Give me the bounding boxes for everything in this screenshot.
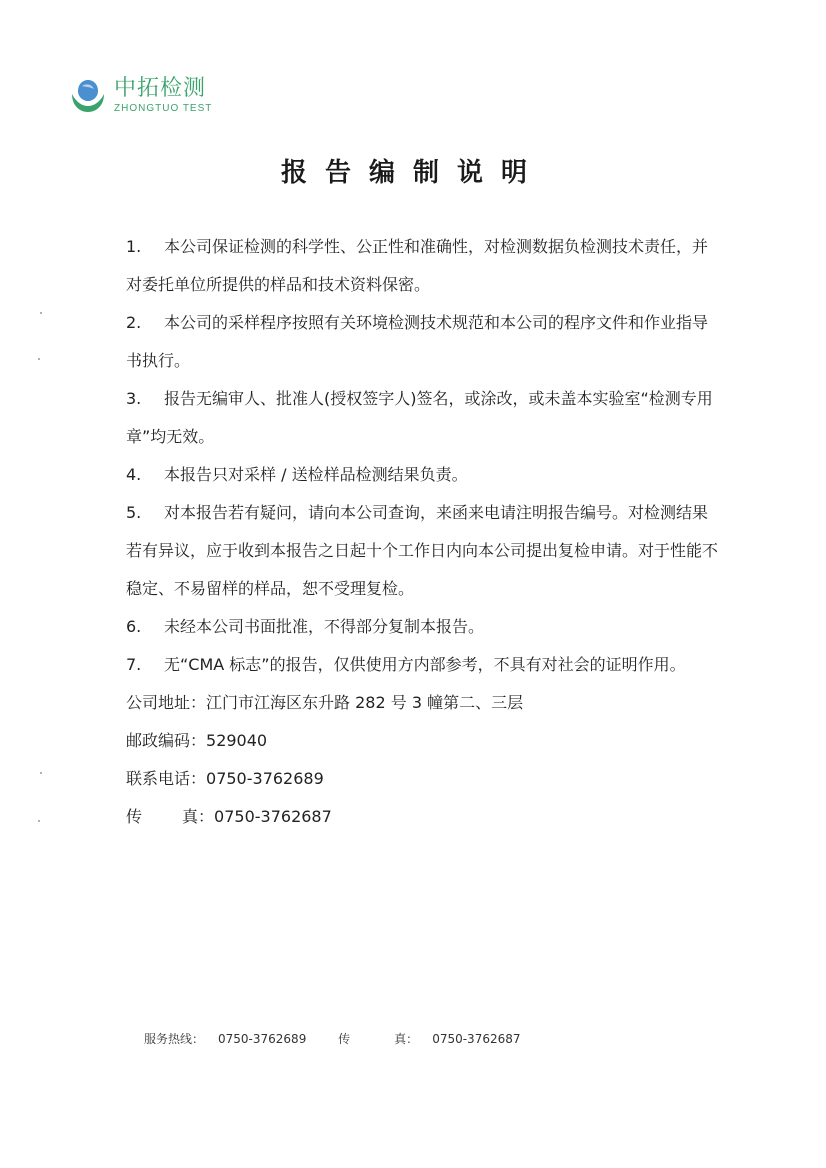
hotline-label: 服务热线： — [144, 1032, 205, 1046]
contact-phone — [126, 760, 720, 798]
footer-hotline — [144, 1032, 320, 1046]
postcode-value: 529040 — [206, 731, 268, 750]
company-address — [126, 684, 720, 722]
postal-code — [126, 722, 720, 760]
address-value: 江门市江海区东升路 282 号 3 幢第二、三层 — [206, 693, 524, 712]
note-number: 3. — [126, 389, 142, 408]
note-number: 6. — [126, 617, 142, 636]
note-text: 无“CMA 标志”的报告，仅供使用方内部参考，不具有对社会的证明作用。 — [164, 655, 686, 674]
note-number: 5. — [126, 503, 142, 522]
note-item-2 — [126, 304, 720, 380]
page-footer — [144, 1030, 549, 1047]
note-item-3 — [126, 380, 720, 456]
footer-fax-label-second: 真： — [394, 1032, 419, 1046]
phone-value: 0750-3762689 — [206, 769, 324, 788]
footer-fax-label-first: 传 — [338, 1032, 351, 1046]
note-text: 本公司保证检测的科学性、公正性和准确性，对检测数据负检测技术责任，并对委托单位所提供的样品和技术资料保密。 — [126, 237, 709, 294]
note-number: 4. — [126, 465, 142, 484]
hotline-value: 0750-3762689 — [218, 1032, 307, 1046]
zhongtuo-logo-icon — [68, 76, 108, 116]
note-text: 本报告只对采样 / 送检样品检测结果负责。 — [164, 465, 468, 484]
footer-fax-value: 0750-3762687 — [432, 1032, 521, 1046]
company-logo — [68, 76, 212, 116]
note-number: 2. — [126, 313, 142, 332]
note-text: 报告无编审人、批准人(授权签字人)签名，或涂改，或未盖本实验室“检测专用章”均无效。 — [126, 389, 713, 446]
note-item-1 — [126, 228, 720, 304]
phone-label: 联系电话： — [126, 769, 207, 788]
note-number: 1. — [126, 237, 142, 256]
fax-label-first: 传 — [126, 807, 143, 826]
fax-number — [126, 798, 720, 836]
fax-value: 0750-3762687 — [214, 807, 332, 826]
postcode-label: 邮政编码： — [126, 731, 207, 750]
note-item-7 — [126, 646, 720, 684]
note-text: 本公司的采样程序按照有关环境检测技术规范和本公司的程序文件和作业指导书执行。 — [126, 313, 709, 370]
fax-label-second: 真： — [182, 807, 215, 826]
note-item-4 — [126, 456, 720, 494]
note-text: 对本报告若有疑问，请向本公司查询，来函来电请注明报告编号。对检测结果若有异议，应于收到本报告之日起十个工作日内向本公司提出复检申请。对于性能不稳定、不易留样的样品，恕不受理复检。 — [126, 503, 719, 598]
note-text: 未经本公司书面批准，不得部分复制本报告。 — [164, 617, 485, 636]
logo-english-name: ZHONGTUO TEST — [114, 103, 213, 114]
logo-chinese-name: 中拓检测 — [114, 76, 207, 101]
report-notes — [126, 228, 720, 836]
note-number: 7. — [126, 655, 142, 674]
footer-fax — [338, 1032, 534, 1046]
note-item-5 — [126, 494, 720, 608]
page-title: 报告编制说明 — [280, 158, 545, 188]
address-label: 公司地址： — [126, 693, 207, 712]
note-item-6 — [126, 608, 720, 646]
